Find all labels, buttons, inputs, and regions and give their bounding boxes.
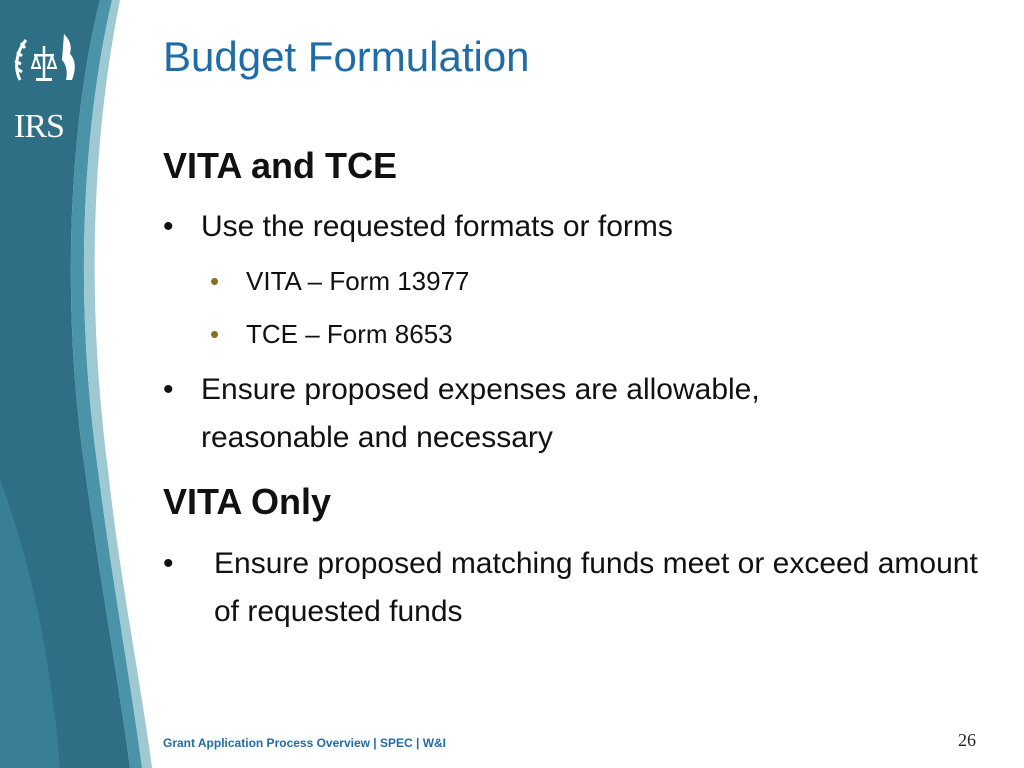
- list-item: [163, 540, 984, 636]
- bullet-text: Ensure proposed matching funds meet or exceed amount of requested funds: [214, 547, 978, 628]
- sub-bullet-marker: •: [210, 319, 220, 349]
- section-heading-vita-and-tce: VITA and TCE: [163, 145, 397, 186]
- sub-bullet-text: TCE – Form 8653: [246, 319, 453, 349]
- sub-list-item: [210, 317, 453, 351]
- sub-bullet-text: VITA – Form 13977: [246, 266, 470, 296]
- bullet-marker: •: [163, 547, 174, 580]
- sub-bullet-marker: •: [210, 266, 220, 296]
- irs-logo: [12, 30, 82, 145]
- footer-text: Grant Application Process Overview | SPEC | W&I: [163, 736, 447, 750]
- eagle-emblem-icon: [12, 30, 82, 90]
- list-item: [163, 366, 861, 462]
- list-item: [163, 203, 921, 251]
- logo-wordmark: IRS: [14, 108, 64, 145]
- bullet-marker: •: [163, 373, 174, 406]
- page-number: 26: [958, 730, 976, 750]
- sub-list-item: [210, 264, 470, 298]
- bullet-text: Use the requested formats or forms: [201, 210, 673, 243]
- bullet-text: Ensure proposed expenses are allowable, reasonable and necessary: [201, 373, 760, 454]
- section-heading-vita-only: VITA Only: [163, 481, 332, 522]
- bullet-marker: •: [163, 210, 174, 243]
- slide-title: Budget Formulation: [163, 33, 530, 80]
